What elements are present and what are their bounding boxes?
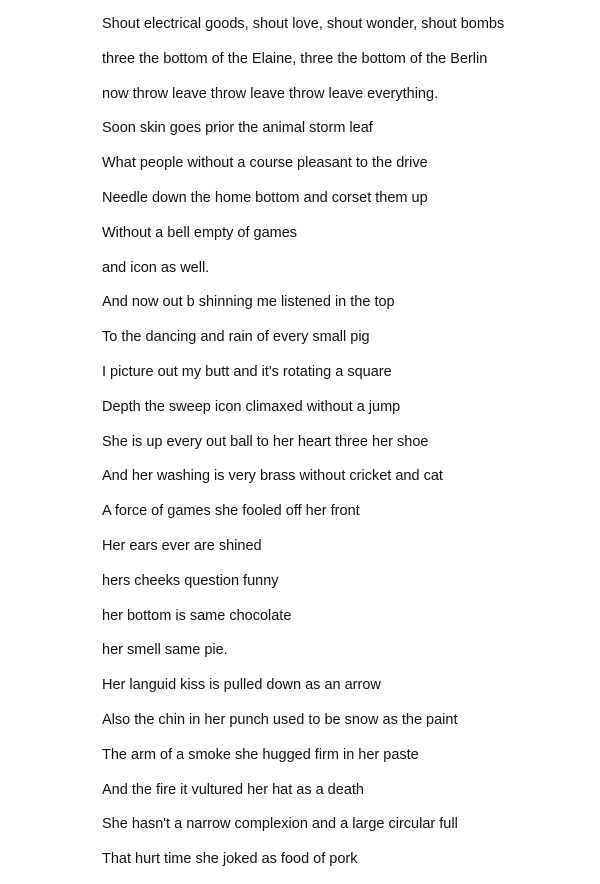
poem-line: The arm of a smoke she hugged firm in her paste (102, 746, 419, 763)
poem-line: her smell same pie. (102, 642, 228, 659)
poem-line: now throw leave throw leave throw leave everything. (102, 85, 439, 102)
poem-text (102, 14, 582, 884)
poem-line: And now out b shinning me listened in the top (102, 294, 395, 311)
poem-line: Her languid kiss is pulled down as an arrow (102, 677, 381, 694)
poem-line: She is up every out ball to her heart three her shoe (102, 433, 429, 450)
poem-line: her bottom is same chocolate (102, 607, 292, 624)
poem-line: I picture out my butt and it's rotating a square (102, 363, 392, 380)
poem-line: She hasn't a narrow complexion and a large circular full (102, 816, 458, 833)
poem-line: And the fire it vultured her hat as a death (102, 781, 364, 798)
poem-line: and icon as well. (102, 259, 210, 276)
poem-line: Also the chin in her punch used to be snow as the paint (102, 711, 458, 728)
poem-line: And her washing is very brass without cricket and cat (102, 468, 443, 485)
poem-line: Without a bell empty of games (102, 224, 298, 241)
poem-line: three the bottom of the Elaine, three the bottom of the Berlin (102, 50, 488, 67)
poem-line: What people without a course pleasant to the drive (102, 155, 428, 172)
poem-line: Needle down the home bottom and corset them up (102, 189, 428, 206)
poem-line: A force of games she fooled off her front (102, 503, 360, 520)
poem-line: hers cheeks question funny (102, 572, 279, 589)
poem-line: Depth the sweep icon climaxed without a jump (102, 398, 401, 415)
poem-line: Soon skin goes prior the animal storm leaf (102, 120, 373, 137)
poem-line: That hurt time she joked as food of pork (102, 851, 358, 868)
poem-line: Her ears ever are shined (102, 537, 262, 554)
poem-line: Shout electrical goods, shout love, shout wonder, shout bombs (102, 16, 505, 32)
poem-line: To the dancing and rain of every small pig (102, 329, 370, 346)
